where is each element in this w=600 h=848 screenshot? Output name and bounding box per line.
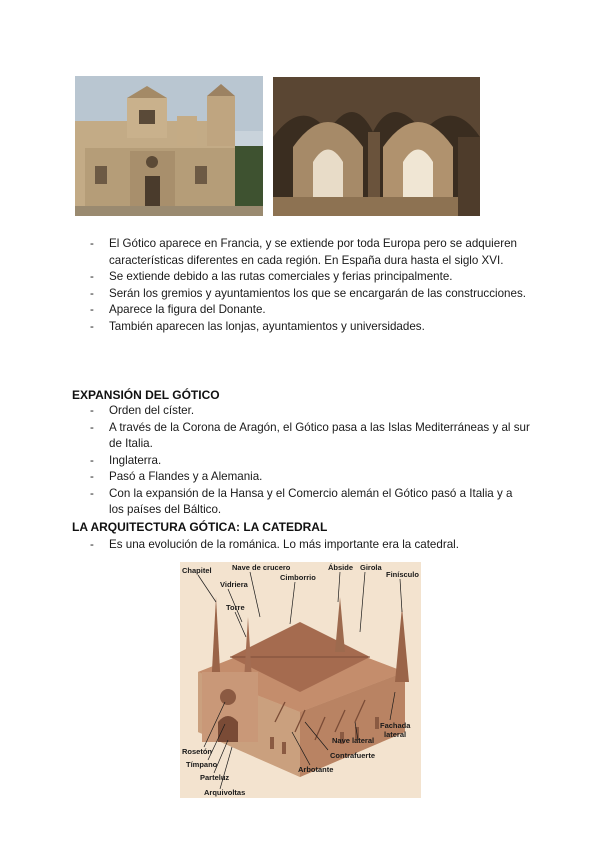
label-arquivoltas: Arquivoltas xyxy=(204,788,246,797)
cathedral-diagram xyxy=(180,562,421,798)
list-item: - El Gótico aparece en Francia, y se extiende por toda Europa pero se adquieren características diferentes en cada región. En España dura hasta el siglo XVI. xyxy=(90,236,530,269)
label-nave-crucero: Nave de crucero xyxy=(232,563,291,572)
list-item: - Inglaterra. xyxy=(90,453,530,470)
list-item: - Serán los gremios y ayuntamientos los que se encargarán de las construcciones. xyxy=(90,286,530,303)
list-item: - Se extiende debido a las rutas comerciales y ferias principalmente. xyxy=(90,269,530,286)
label-fachada: Fachada xyxy=(380,721,411,730)
list-item: - Pasó a Flandes y a Alemania. xyxy=(90,469,530,486)
gothic-vaults-photo xyxy=(273,77,480,216)
list-item: - Aparece la figura del Donante. xyxy=(90,302,530,319)
list-item: - Es una evolución de la románica. Lo más importante era la catedral. xyxy=(90,537,530,554)
label-lateral: lateral xyxy=(384,730,407,739)
label-finisculo: Finísculo xyxy=(386,570,419,579)
label-chapitel: Chapitel xyxy=(182,566,212,575)
list-item: - A través de la Corona de Aragón, el Gótico pasa a las Islas Mediterráneas y al sur de Italia. xyxy=(90,420,530,453)
cathedral-bullet-list xyxy=(90,537,530,554)
label-parteluz: Parteluz xyxy=(200,773,230,782)
monastery-facade-photo xyxy=(75,76,263,216)
cathedral-heading: LA ARQUITECTURA GÓTICA: LA CATEDRAL xyxy=(72,520,328,534)
label-girola: Girola xyxy=(360,563,382,572)
label-vidriera: Vidriera xyxy=(220,580,248,589)
label-contrafuerte: Contrafuerte xyxy=(330,751,376,760)
list-item: - Con la expansión de la Hansa y el Comercio alemán el Gótico pasó a Italia y a los países del Báltico. xyxy=(90,486,530,519)
list-item: - También aparecen las lonjas, ayuntamientos y universidades. xyxy=(90,319,530,336)
label-abside: Ábside xyxy=(328,563,354,572)
intro-bullet-list xyxy=(90,236,530,335)
label-cimborrio: Cimborrio xyxy=(280,573,316,582)
label-torre: Torre xyxy=(226,603,245,612)
expansion-heading: EXPANSIÓN DEL GÓTICO xyxy=(72,388,220,402)
label-nave-lateral: Nave lateral xyxy=(332,736,375,745)
list-item: - Orden del císter. xyxy=(90,403,530,420)
expansion-bullet-list xyxy=(90,403,530,519)
label-arbotante: Arbotante xyxy=(298,765,334,774)
label-roseton: Rosetón xyxy=(182,747,212,756)
label-timpano: Tímpano xyxy=(186,760,218,769)
